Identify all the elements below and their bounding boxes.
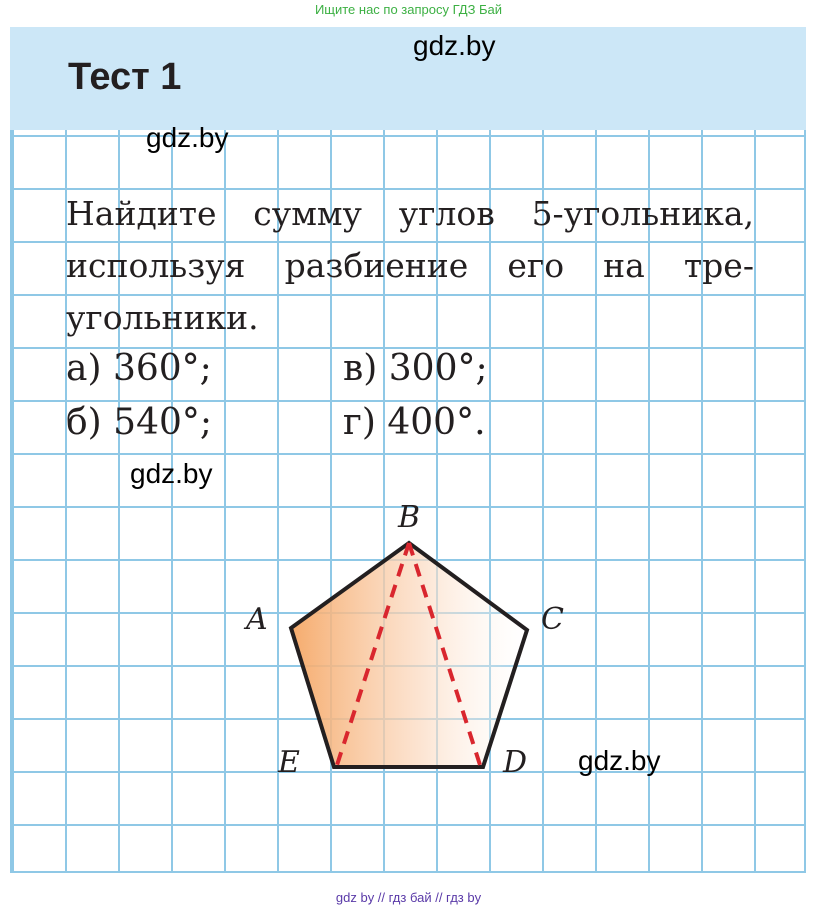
vertex-label-b: B <box>398 500 421 535</box>
vertex-label-d: D <box>503 745 528 780</box>
watermark: gdz.by <box>413 30 496 61</box>
watermark: gdz.by <box>578 745 661 776</box>
watermark: gdz.by <box>146 122 229 153</box>
watermark: gdz.by <box>130 458 213 489</box>
vertex-label-a: A <box>246 602 268 637</box>
option-g: г) 400°. <box>343 402 486 443</box>
option-b: б) 540°; <box>66 402 213 443</box>
page-title: Тест 1 <box>68 56 182 98</box>
question-text: Найдите сумму углов 5-угольника, используя разбиение его на тре-угольники. <box>66 194 754 337</box>
vertex-label-e: E <box>278 745 300 780</box>
pentagon-shape <box>291 543 527 767</box>
vertex-label-c: C <box>541 602 564 637</box>
footer-links[interactable]: gdz by // гдз бай // гдз by <box>335 890 482 905</box>
option-a: а) 360°; <box>66 348 212 389</box>
top-banner-link[interactable]: Ищите нас по запросу ГДЗ Бай <box>314 2 503 17</box>
option-v: в) 300°; <box>343 348 488 389</box>
